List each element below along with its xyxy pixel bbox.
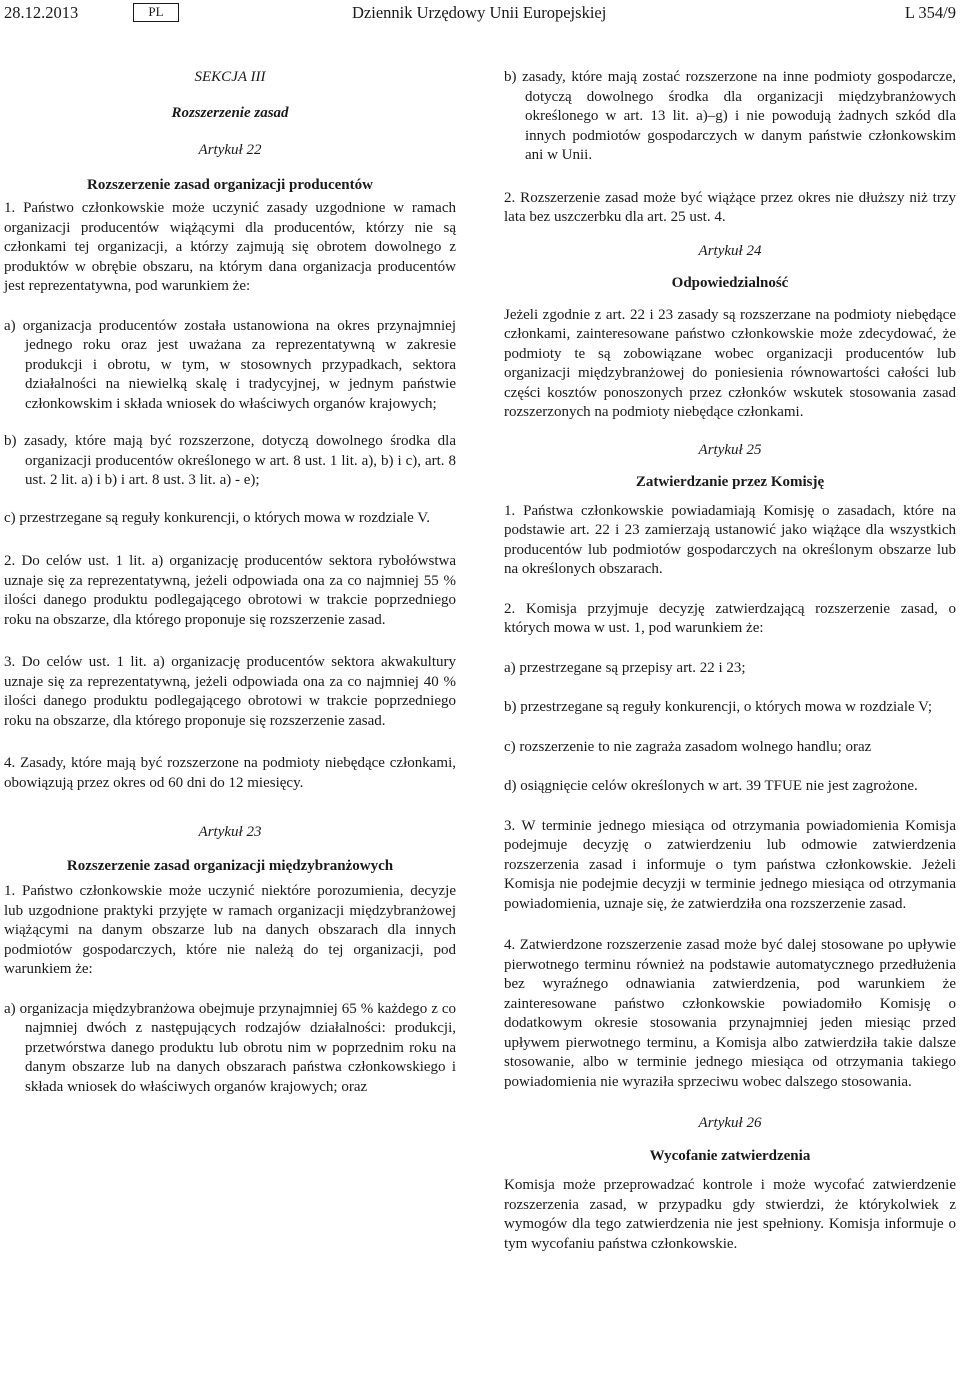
article-24-label: Artykuł 24	[698, 242, 762, 259]
article-22-title: Rozszerzenie zasad organizacji producentów	[87, 176, 373, 193]
article-26-para: Komisja może przeprowadzać kontrole i może wycofać zatwierdzenie rozszerzenia zasad, w przypadku gdy stwierdzi, że którykolwiek z wymogów dla tego zatwierdzenia nie jest spełniony. Komisja informuje o tym wycofaniu państwa członkowskie.	[504, 1177, 956, 1252]
article-25-point-b: b) przestrzegane są reguły konkurencji, o których mowa w rozdziale V;	[504, 699, 933, 715]
article-25-para-3: 3. W terminie jednego miesiąca od otrzymania powiadomienia Komisja podejmuje decyzję o zatwierdzeniu lub odmowie zatwierdzenia rozszerzenia zasad i informuje o tym państwa członkowskie. Jeżeli Komisja nie podejmie decyzji w terminie jednego miesiąca od otrzymania powiadomienia, uznaje się, że zatwierdziła ona rozszerzenie zasad.	[504, 817, 956, 912]
article-25-point-d: d) osiągnięcie celów określonych w art. 39 TFUE nie jest zagrożone.	[504, 778, 918, 794]
article-26-title: Wycofanie zatwierdzenia	[649, 1147, 811, 1164]
article-25-para-1: 1. Państwa członkowskie powiadamiają Komisję o zasadach, które na podstawie art. 22 i 23 zamierzają ustanowić jako wiążące dla wszystkich producentów lub podmiotów gospodarczych na określonym obszarze lub na określonych obszarach.	[504, 502, 956, 577]
section-label: SEKCJA III	[194, 69, 266, 85]
article-22-para-3: 3. Do celów ust. 1 lit. a) organizację producentów sektora akwakultury uznaje się za reprezentatywną, jeżeli odpowiada ona za co najmniej 40 % ilości danego produktu podlegającego obrotowi w trakcie poprzedniego roku na obszarze, dla którego proponuje się rozszerzenie zasad.	[4, 654, 456, 729]
article-22-para-4: 4. Zasady, które mają być rozszerzone na podmioty niebędące członkami, obowiązują przez okres od 60 dni do 12 miesięcy.	[4, 755, 456, 791]
article-22-para-2: 2. Do celów ust. 1 lit. a) organizację producentów sektora rybołówstwa uznaje się za reprezentatywną, jeżeli odpowiada ona za co najmniej 55 % ilości danego produktu podlegającego obrotowi w trakcie poprzedniego roku na obszarze, dla którego proponuje się rozszerzenie zasad.	[4, 553, 456, 628]
article-24-title: Odpowiedzialność	[671, 275, 789, 291]
article-22-point-a: a) organizacja producentów została ustanowiona na okres przynajmniej jednego roku oraz jest uważana za reprezentatywną w zakresie produkcji i obrotu, w tym, w stosownych przypadkach, sektora działalności na niewielką skalę i tradycyjnej, w jednym państwie członkowskim i składa wniosek do właściwych organów krajowych;	[4, 317, 456, 412]
article-22-point-b: b) zasady, które mają być rozszerzone, dotyczą dowolnego środka dla organizacji producentów określonego w art. 8 ust. 1 lit. a), b) i c), art. 8 ust. 2 lit. a) i b) i art. 8 ust. 3 lit. a) - e);	[4, 433, 456, 488]
left-column	[4, 62, 456, 1097]
article-22-point-c: c) przestrzegane są reguły konkurencji, o których mowa w rozdziale V.	[4, 509, 430, 526]
article-23-point-b: b) zasady, które mają zostać rozszerzone na inne podmioty gospodarcze, dotyczą dowolnego środka dla organizacji międzybranżowych określonego w art. 13 lit. a)–g) i nie powodują żadnych szkód dla innych podmiotów gospodarczych w danym państwie członkowskim ani w Unii.	[504, 69, 956, 163]
article-25-para-2: 2. Komisja przyjmuje decyzję zatwierdzającą rozszerzenie zasad, o których mowa w ust. 1, pod warunkiem że:	[504, 600, 956, 636]
section-title: Rozszerzenie zasad	[171, 104, 289, 121]
article-22-label: Artykuł 22	[198, 142, 262, 158]
article-25-point-a: a) przestrzegane są przepisy art. 22 i 23;	[504, 659, 746, 676]
article-25-title: Zatwierdzanie przez Komisję	[635, 474, 825, 490]
article-23-para-2: 2. Rozszerzenie zasad może być wiążące przez okres nie dłuższy niż trzy lata bez uszczerbku dla art. 25 ust. 4.	[504, 189, 956, 225]
article-25-para-4: 4. Zatwierdzone rozszerzenie zasad może być dalej stosowane po upływie pierwotnego terminu również na podstawie automatycznego przedłużenia bez wyraźnego odnawiania zatwierdzenia, pod warunkiem że zainteresowane państwo członkowskie powiadomiło Komisję o dodatkowym okresie stosowania przynajmniej jeden miesiąc przed upływem pierwotnego terminu, a Komisja albo zatwierdziła takie dalsze stosowanie, albo w terminie jednego miesiąca od otrzymania takiego powiadomienia nie wyraziła sprzeciwu wobec dalszego stosowania.	[504, 937, 956, 1090]
article-23-para-1: 1. Państwo członkowskie może uczynić niektóre porozumienia, decyzje lub uzgodnione praktyki przyjęte w ramach organizacji międzybranżowej wiążącymi na danym obszarze lub na danych obszarach dla innych podmiotów gospodarczych, które nie należą do tej organizacji, pod warunkiem że:	[4, 883, 456, 977]
article-25-label: Artykuł 25	[698, 441, 762, 458]
article-26-label: Artykuł 26	[698, 1115, 762, 1131]
article-25-point-c: c) rozszerzenie to nie zagraża zasadom wolnego handlu; oraz	[504, 738, 872, 755]
publication-date: 28.12.2013	[4, 3, 79, 22]
page-header	[0, 2, 960, 26]
article-22-para-1: 1. Państwo członkowskie może uczynić zasady uzgodnione w ramach organizacji producentów wiążącymi dla producentów, którzy nie są członkami tej organizacji, a którzy zajmują się obrotem dowolnego z produktów w obrębie obszaru, na którym dana organizacja producentów jest reprezentatywna, pod warunkiem że:	[4, 200, 456, 294]
page-number: L 354/9	[904, 3, 956, 22]
article-23-title: Rozszerzenie zasad organizacji międzybranżowych	[66, 857, 394, 874]
right-column	[504, 62, 956, 1254]
article-24-para: Jeżeli zgodnie z art. 22 i 23 zasady są rozszerzane na podmioty niebędące członkami, zainteresowane państwo członkowskie może zdecydować, że podmioty te są zobowiązane wobec organizacji producentów lub organizacji międzybranżowej do poniesienia równowartości całości lub części kosztów ponoszonych przez członków wskutek stosowania zasad rozszerzonych na podmioty niebędące członkami.	[504, 306, 956, 420]
journal-title: Dziennik Urzędowy Unii Europejskiej	[352, 3, 607, 22]
article-23-label: Artykuł 23	[198, 824, 262, 840]
article-23-point-a: a) organizacja międzybranżowa obejmuje przynajmniej 65 % każdego z co najmniej dwóch z następujących rodzajów działalności: produkcji, przetwórstwa danego produktu lub obrotu nim w poprzednim roku na danym obszarze lub na danych obszarach państwa członkowskiego i składa wniosek do właściwych organów krajowych; oraz	[4, 1000, 456, 1095]
language-badge: PL	[133, 3, 179, 22]
